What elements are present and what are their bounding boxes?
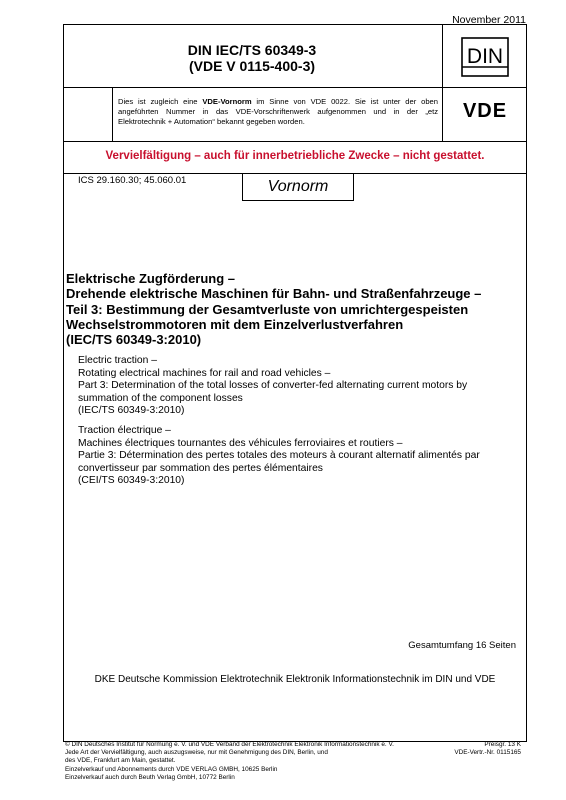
title-german bbox=[66, 271, 521, 347]
vde-number: (VDE V 0115-400-3) bbox=[188, 58, 316, 74]
standard-number-block bbox=[63, 42, 441, 74]
price-footer bbox=[454, 741, 521, 757]
total-pages: Gesamtumfang 16 Seiten bbox=[408, 640, 516, 651]
footer-line: © DIN Deutsches Institut für Normung e. V. und VDE Verband der Elektrotechnik Elektronik Informationstechnik e. V. bbox=[65, 741, 394, 748]
ics-code: ICS 29.160.30; 45.060.01 bbox=[78, 175, 187, 186]
vde-distribution-number: VDE-Vertr.-Nr. 0115165 bbox=[454, 749, 521, 757]
footer-line: des VDE, Frankfurt am Main, gestattet. bbox=[65, 757, 176, 765]
title-line: Traction électrique – bbox=[78, 425, 171, 436]
divider bbox=[442, 25, 443, 141]
title-french bbox=[78, 425, 518, 488]
vde-notice bbox=[118, 97, 438, 127]
title-line: Part 3: Determination of the total losses of converter-fed alternating current motors by bbox=[78, 380, 468, 392]
footer-line: Jede Art der Vervielfältigung, auch auszugsweise, nur mit Genehmigung des DIN, Berlin, und bbox=[65, 749, 328, 757]
title-line: Rotating electrical machines for rail and road vehicles – bbox=[78, 367, 331, 379]
divider bbox=[64, 87, 526, 88]
document-type-box: Vornorm bbox=[242, 173, 354, 201]
title-line: convertisseur par sommation des pertes élémentaires bbox=[78, 462, 323, 474]
vde-logo-text: VDE bbox=[462, 100, 508, 120]
din-logo-text: DIN bbox=[466, 45, 504, 68]
title-line: (IEC/TS 60349-3:2010) bbox=[66, 332, 202, 348]
footer-line: Einzelverkauf und Abonnements durch VDE VERLAG GMBH, 10625 Berlin bbox=[65, 765, 278, 773]
title-line: Wechselstrommotoren mit dem Einzelverlustverfahren bbox=[66, 316, 404, 332]
price-group: Preisgr. 13 K bbox=[484, 741, 521, 748]
reproduction-notice: Vervielfältigung – auch für innerbetriebliche Zwecke – nicht gestattet. bbox=[105, 150, 485, 162]
title-line: (IEC/TS 60349-3:2010) bbox=[78, 405, 185, 417]
committee-line: DKE Deutsche Kommission Elektrotechnik Elektronik Informationstechnik im DIN und VDE bbox=[94, 674, 496, 685]
notice-prefix: Dies ist zugleich eine bbox=[118, 97, 203, 106]
title-line: Machines électriques tournantes des véhicules ferroviaires et routiers – bbox=[78, 437, 403, 449]
vde-logo bbox=[449, 100, 521, 120]
title-line: summation of the component losses bbox=[78, 392, 243, 404]
title-english bbox=[78, 355, 518, 418]
notice-suffix: im Sinne von VDE 0022. Sie ist unter der oben angeführten Nummer in das VDE-Vorschriftenwerk aufgenommen und in der „etz Elektrotechnik + Automation“ bekannt gegeben worden. bbox=[118, 97, 438, 126]
title-line: Teil 3: Bestimmung der Gesamtverluste von umrichtergespeisten bbox=[66, 301, 469, 317]
notice-bold: VDE-Vornorm bbox=[202, 97, 252, 106]
title-line: Drehende elektrische Maschinen für Bahn- und Straßenfahrzeuge – bbox=[66, 286, 482, 302]
title-line: Electric traction – bbox=[78, 355, 157, 366]
din-logo bbox=[452, 37, 518, 77]
title-line: Partie 3: Détermination des pertes totales des moteurs à courant alternatif alimentés par bbox=[78, 450, 480, 462]
title-line: Elektrische Zugförderung – bbox=[66, 271, 236, 286]
standard-number: DIN IEC/TS 60349-3 bbox=[187, 42, 317, 58]
publication-date: November 2011 bbox=[452, 14, 526, 26]
copyright-footer bbox=[65, 741, 420, 782]
footer-line: Einzelverkauf auch durch Beuth Verlag GmbH, 10772 Berlin bbox=[65, 773, 235, 781]
title-line: (CEI/TS 60349-3:2010) bbox=[78, 475, 185, 487]
divider bbox=[64, 141, 526, 142]
divider bbox=[112, 87, 113, 141]
